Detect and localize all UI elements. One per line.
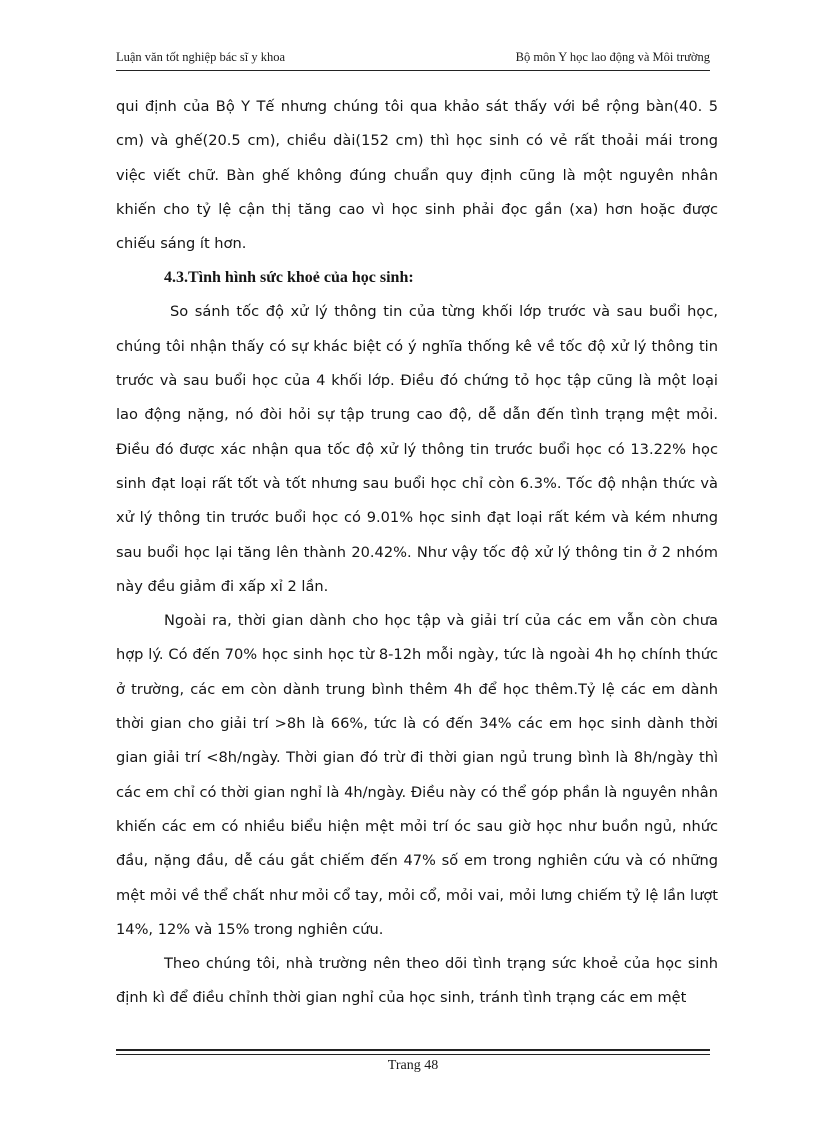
footer-divider-top bbox=[116, 1049, 710, 1051]
paragraph-processing-speed: So sánh tốc độ xử lý thông tin của từng khối lớp trước và sau buổi học, chúng tôi nhận thấy có sự khác biệt có ý nghĩa thống kê về tốc độ xử lý thông tin trước và sau buổi học của 4 khối lớp. Điều đó chứng tỏ học tập cũng là một loại lao động nặng, nó đòi hỏi sự tập trung cao độ, dễ dẫn đến tình trạng mệt mỏi. Điều đó được xác nhận qua tốc độ xử lý thông tin trước buổi học có 13.22% học sinh đạt loại rất tốt và tốt nhưng sau buổi học chỉ còn 6.3%. Tốc độ nhận thức và xử lý thông tin trước buổi học có 9.01% học sinh đạt loại rất kém và kém nhưng sau buổi học lại tăng lên thành 20.42%. Như vậy tốc độ xử lý thông tin ở 2 nhóm này đều giảm đi xấp xỉ 2 lần. bbox=[116, 303, 718, 595]
page-header bbox=[116, 50, 710, 68]
paragraph-continued: qui định của Bộ Y Tế nhưng chúng tôi qua khảo sát thấy với bề rộng bàn(40. 5 cm) và ghế(20.5 cm), chiều dài(152 cm) thì học sinh có vẻ rất thoải mái trong việc viết chữ. Bàn ghế không đúng chuẩn quy định cũng là một nguyên nhân khiến cho tỷ lệ cận thị tăng cao vì học sinh phải đọc gần (xa) hơn hoặc được chiếu sáng ít hơn. bbox=[116, 98, 718, 253]
page-body bbox=[116, 90, 718, 1016]
footer-divider-bottom bbox=[116, 1054, 710, 1055]
header-divider bbox=[116, 70, 710, 71]
paragraph-recommendation: Theo chúng tôi, nhà trường nên theo dõi tình trạng sức khoẻ của học sinh định kì để điều chỉnh thời gian nghỉ của học sinh, tránh tình trạng các em mệt bbox=[116, 955, 718, 1007]
header-left-title: Luận văn tốt nghiệp bác sĩ y khoa bbox=[116, 50, 286, 64]
section-heading: 4.3.Tình hình sức khoẻ của học sinh: bbox=[164, 269, 414, 287]
paragraph-study-time: Ngoài ra, thời gian dành cho học tập và giải trí của các em vẫn còn chưa hợp lý. Có đến 70% học sinh học từ 8-12h mỗi ngày, tức là ngoài 4h họ chính thức ở trường, các em còn dành trung bình thêm 4h để học thêm.Tỷ lệ các em dành thời gian cho giải trí >8h là 66%, tức là có đến 34% các em học sinh dành thời gian giải trí <8h/ngày. Thời gian đó trừ đi thời gian ngủ trung bình là 8h/ngày thì các em chỉ có thời gian nghỉ là 4h/ngày. Điều này có thể góp phần là nguyên nhân khiến các em có nhiều biểu hiện mệt mỏi trí óc sau giờ học như buồn ngủ, nhức đầu, nặng đầu, dễ cáu gắt chiếm đến 47% số em trong nghiên cứu và có những mệt mỏi về thể chất như mỏi cổ tay, mỏi cổ, mỏi vai, mỏi lưng chiếm tỷ lệ lần lượt 14%, 12% và 15% trong nghiên cứu. bbox=[116, 612, 718, 938]
page-number: Trang 48 bbox=[387, 1058, 439, 1073]
header-right-title: Bộ môn Y học lao động và Môi trường bbox=[515, 50, 710, 64]
